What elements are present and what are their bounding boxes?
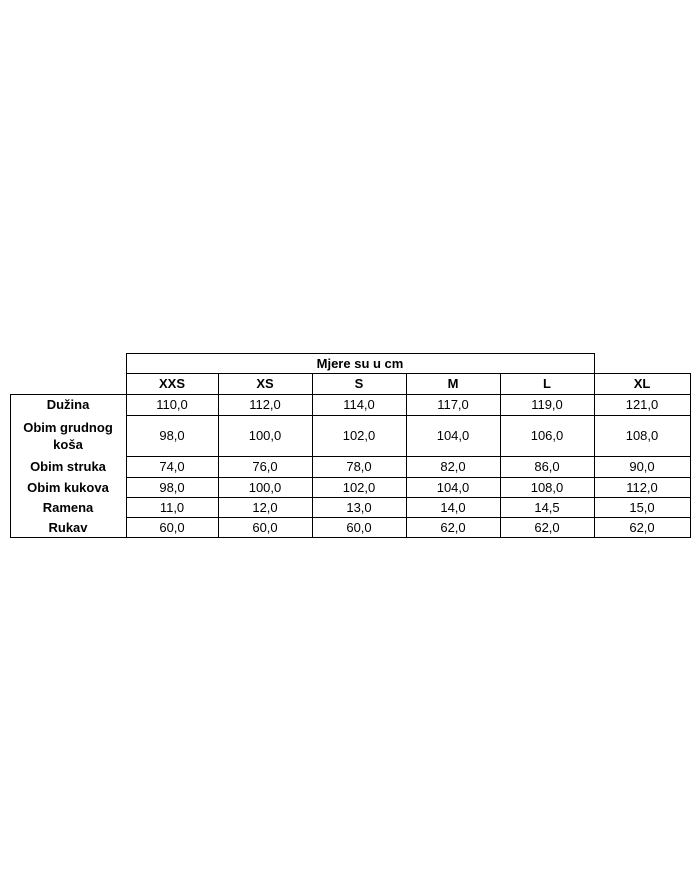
row-label: Obim kukova (27, 479, 109, 495)
table-caption: Mjere su u cm (316, 355, 404, 371)
table-cell: 11,0 (159, 499, 185, 515)
size-header-m: M (447, 376, 459, 391)
table-cell: 60,0 (346, 519, 372, 535)
row-rule (126, 537, 691, 538)
size-header-xxs: XXS (158, 376, 185, 391)
size-header-s: S (354, 376, 364, 391)
table-cell: 112,0 (626, 479, 658, 495)
table-cell: 12,0 (252, 499, 278, 515)
table-cell: 82,0 (440, 459, 466, 474)
table-cell: 100,0 (248, 479, 282, 495)
table-cell: 104,0 (436, 428, 470, 443)
table-cell: 104,0 (436, 479, 470, 495)
row-label: Obim grudnog koša (23, 419, 113, 452)
table-cell: 74,0 (159, 459, 185, 474)
table-cell: 102,0 (342, 428, 376, 443)
table-cell: 62,0 (629, 519, 655, 535)
table-cell: 90,0 (629, 459, 655, 474)
row-label: Ramena (42, 499, 94, 515)
table-cell: 78,0 (346, 459, 372, 474)
size-header-l: L (543, 376, 551, 391)
table-cell: 60,0 (252, 519, 278, 535)
table-cell: 98,0 (159, 428, 185, 443)
table-cell: 13,0 (346, 499, 372, 515)
size-header-xl: XL (633, 376, 651, 391)
table-cell: 60,0 (159, 519, 185, 535)
table-cell: 112,0 (249, 397, 281, 412)
table-cell: 119,0 (531, 397, 563, 412)
size-header-xs: XS (256, 376, 274, 391)
label-bottom-rule (10, 537, 127, 538)
row-label: Obim struka (30, 459, 106, 474)
row-label: Rukav (48, 519, 88, 535)
table-cell: 108,0 (625, 428, 659, 443)
table-cell: 110,0 (156, 397, 188, 412)
table-cell: 86,0 (534, 459, 560, 474)
table-cell: 14,0 (440, 499, 466, 515)
table-cell: 102,0 (342, 479, 376, 495)
table-cell: 117,0 (437, 397, 469, 412)
table-cell: 62,0 (440, 519, 466, 535)
table-cell: 15,0 (629, 499, 655, 515)
table-cell: 121,0 (625, 397, 659, 412)
table-cell: 108,0 (530, 479, 564, 495)
table-cell: 106,0 (530, 428, 564, 443)
table-cell: 14,5 (534, 499, 560, 515)
table-cell: 114,0 (343, 397, 375, 412)
table-cell: 62,0 (534, 519, 560, 535)
table-cell: 100,0 (248, 428, 282, 443)
table-cell: 76,0 (252, 459, 278, 474)
row-label: Dužina (46, 397, 90, 412)
table-cell: 98,0 (159, 479, 185, 495)
